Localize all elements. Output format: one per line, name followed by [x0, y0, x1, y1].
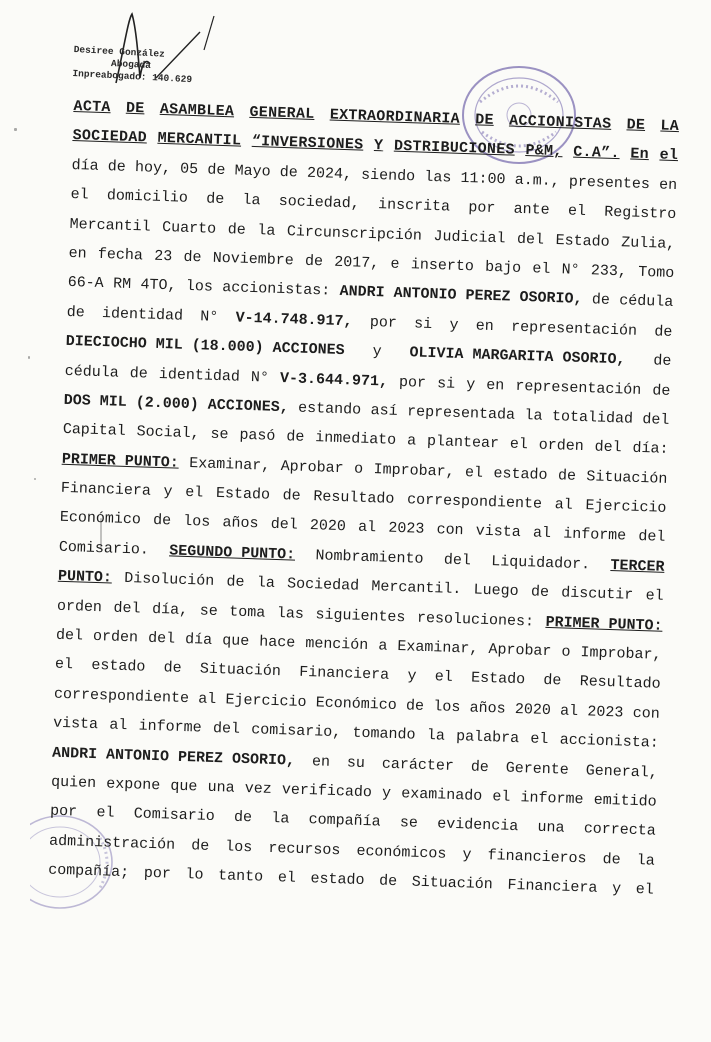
- document-word: el: [635, 881, 655, 899]
- document-word: de: [652, 381, 671, 400]
- document-word: de: [282, 487, 301, 505]
- document-word: DOS MIL (2.000) ACCIONES,: [63, 391, 289, 417]
- document-word: 2023: [388, 520, 425, 539]
- document-word: 2023: [587, 703, 624, 722]
- document-word: informe: [562, 525, 627, 546]
- document-word: los: [182, 513, 211, 532]
- document-word: la: [636, 851, 656, 870]
- document-word: representación: [510, 318, 638, 340]
- document-word: por: [49, 802, 78, 821]
- document-word: estado: [91, 657, 146, 677]
- document-word: del: [594, 438, 622, 457]
- document-word: los: [185, 278, 214, 297]
- document-word: hace: [258, 633, 296, 652]
- document-word: por: [398, 373, 427, 392]
- document-word: SEGUNDO PUNTO:: [168, 542, 296, 564]
- document-word: GENERAL: [249, 103, 315, 123]
- document-word: carácter: [381, 755, 455, 775]
- document-word: los: [225, 838, 253, 857]
- document-word: así: [370, 401, 398, 420]
- document-word: C.A”.: [572, 143, 621, 163]
- scan-speck: [14, 128, 17, 131]
- document-word: DSTRIBUCIONES: [393, 138, 516, 160]
- document-word: 4TO,: [140, 276, 177, 295]
- document-word: N°: [199, 308, 219, 326]
- document-word: TERCER: [610, 556, 665, 576]
- document-word: N°: [561, 261, 580, 279]
- document-word: pasó: [239, 426, 276, 446]
- document-word: Estado: [215, 485, 271, 504]
- document-word: de: [190, 837, 210, 855]
- document-word: Ejercicio: [585, 497, 667, 517]
- document-word: Liquidador.: [490, 552, 591, 574]
- document-word: una: [207, 778, 235, 797]
- document-word: día:: [632, 440, 669, 459]
- document-word: correcta: [583, 820, 657, 841]
- document-word: que: [170, 777, 198, 796]
- document-word: identidad: [101, 304, 184, 325]
- document-word: informe: [520, 789, 584, 809]
- document-word: Financiera: [298, 664, 390, 685]
- document-word: si: [436, 374, 456, 393]
- document-word: emitido: [593, 791, 657, 811]
- document-word: e: [390, 255, 400, 273]
- document-word: por: [468, 199, 496, 218]
- document-word: orden: [92, 627, 139, 647]
- document-word: sociedad,: [278, 193, 361, 213]
- document-word: DIECIOCHO MIL (18.000) ACCIONES: [65, 332, 345, 360]
- document-word: del: [270, 516, 298, 535]
- document-word: de: [233, 809, 253, 827]
- document-word: las: [424, 168, 452, 187]
- document-word: En: [630, 145, 650, 164]
- lawyer-inpreabogado: Inpreabogado: 140.629: [72, 67, 193, 86]
- document-word: el: [645, 587, 664, 606]
- document-word: estando: [297, 399, 362, 419]
- document-word: Estado: [470, 669, 526, 689]
- document-word: P&M,: [525, 142, 563, 161]
- document-word: siguientes: [315, 605, 406, 626]
- document-word: el: [567, 202, 587, 221]
- document-word: de: [207, 161, 226, 179]
- document-word: comisario,: [250, 721, 342, 742]
- document-word: una: [537, 819, 565, 838]
- document-word: ACCIONISTAS: [508, 112, 612, 133]
- document-word: del: [516, 230, 545, 249]
- document-word: DE: [125, 99, 145, 118]
- document-word: Situación: [411, 873, 494, 894]
- document-word: con: [436, 521, 464, 540]
- scan-speck: [28, 356, 30, 359]
- document-word: el: [434, 668, 454, 687]
- document-word: Capital: [62, 421, 127, 441]
- document-word: OLIVIA MARGARITA OSORIO,: [409, 344, 626, 369]
- document-word: ANDRI ANTONIO PEREZ OSORIO,: [51, 744, 296, 770]
- document-word: Luego: [473, 581, 519, 601]
- document-word: orden: [56, 597, 103, 616]
- document-word: las: [276, 604, 305, 623]
- document-word: DE: [626, 116, 646, 134]
- document-word: de: [653, 352, 672, 371]
- document-word: Estado: [555, 231, 610, 251]
- document-word: día,: [151, 600, 189, 619]
- document-word: al: [554, 496, 574, 514]
- document-word: accionista:: [559, 731, 659, 752]
- document-word: discutir: [560, 584, 634, 605]
- document-word: a: [378, 637, 388, 655]
- document-word: en: [68, 244, 87, 263]
- document-word: 2020: [309, 517, 347, 536]
- document-word: Mercantil.: [371, 578, 462, 599]
- document-word: del: [642, 410, 670, 429]
- document-word: V-3.644.971,: [279, 369, 389, 391]
- document-word: el: [96, 804, 115, 823]
- document-word: Nombramiento: [315, 547, 424, 568]
- document-word: presentes: [568, 173, 651, 193]
- document-word: de: [378, 872, 398, 891]
- document-word: correspondiente: [406, 491, 543, 513]
- document-word: de: [530, 583, 550, 602]
- document-word: Judicial: [433, 227, 506, 247]
- document-word: cédula: [618, 292, 674, 312]
- document-word: orden: [538, 436, 584, 456]
- document-word: y: [163, 483, 173, 501]
- document-word: el: [54, 656, 74, 674]
- document-word: Zulia,: [620, 233, 676, 253]
- document-word: Examinar,: [397, 638, 479, 658]
- document-word: por: [143, 864, 172, 883]
- document-word: Noviembre: [212, 249, 295, 270]
- document-word: Económico: [59, 509, 142, 529]
- document-word: en: [475, 317, 495, 335]
- document-word: ACTA: [73, 97, 111, 117]
- document-word: se: [399, 814, 419, 833]
- document-word: al: [109, 716, 128, 735]
- lawyer-title: Abogada: [110, 57, 152, 72]
- document-word: y: [465, 375, 476, 393]
- document-word: financieros: [487, 846, 587, 868]
- document-word: de: [129, 364, 149, 383]
- document-word: años: [469, 699, 506, 718]
- document-word: 23: [153, 247, 173, 266]
- document-word: Financiera: [507, 876, 598, 897]
- document-word: V-14.748.917,: [235, 309, 353, 331]
- document-word: el: [659, 146, 679, 165]
- document-word: el: [509, 435, 529, 454]
- document-word: del: [147, 629, 176, 648]
- document-word: PRIMER PUNTO:: [61, 450, 180, 472]
- document-word: 2017,: [334, 253, 380, 273]
- document-word: el: [464, 463, 484, 482]
- document-word: 66-A: [67, 274, 104, 293]
- document-word: representada: [406, 403, 516, 424]
- document-word: la: [426, 727, 446, 745]
- document-word: el: [530, 730, 549, 749]
- document-word: Económico: [315, 694, 398, 714]
- document-word: plantear: [426, 433, 500, 453]
- document-word: en: [658, 176, 678, 194]
- document-body: [48, 92, 680, 905]
- document-word: vez: [244, 780, 273, 798]
- document-word: Aprobar: [280, 457, 344, 477]
- document-word: inmediato: [314, 429, 397, 450]
- document-word: años: [222, 514, 259, 533]
- document-word: por: [369, 313, 398, 332]
- document-word: correspondiente: [53, 685, 190, 707]
- document-word: la: [256, 574, 276, 593]
- document-word: la: [271, 810, 290, 828]
- document-word: del: [113, 599, 141, 618]
- document-word: de: [543, 672, 562, 690]
- document-word: informe: [138, 717, 202, 737]
- document-word: del: [55, 626, 84, 645]
- document-word: verificado: [281, 781, 373, 802]
- document-word: en: [311, 752, 331, 771]
- document-word: se: [199, 602, 218, 620]
- document-word: o: [561, 643, 571, 661]
- document-word: identidad: [158, 365, 241, 386]
- document-word: Aprobar: [488, 641, 552, 661]
- document-word: 233,: [590, 262, 628, 281]
- document-word: expone: [105, 775, 161, 795]
- document-word: de: [557, 466, 577, 485]
- document-word: compañía: [308, 811, 381, 831]
- document-word: fecha: [97, 245, 144, 265]
- document-word: Resultado: [579, 673, 661, 694]
- document-word: el: [532, 260, 551, 278]
- document-word: de: [163, 659, 182, 678]
- document-word: y: [407, 667, 417, 686]
- document-word: Situación: [199, 660, 282, 681]
- document-word: tomando: [352, 724, 416, 744]
- document-word: evidencia: [436, 815, 519, 836]
- document-word: y: [372, 343, 382, 361]
- document-word: EXTRAORDINARIA: [329, 106, 461, 128]
- document-word: estado: [310, 870, 365, 890]
- document-word: de: [304, 252, 324, 271]
- document-word: siendo: [360, 166, 416, 186]
- document-word: recursos: [268, 839, 341, 860]
- document-word: 2024,: [306, 164, 353, 184]
- document-word: domicilio: [106, 187, 189, 208]
- document-word: hoy,: [134, 158, 172, 178]
- document-word: mención: [305, 635, 369, 655]
- document-word: de: [405, 697, 425, 715]
- document-word: vista: [475, 523, 522, 542]
- document-word: Ejercicio: [225, 691, 307, 711]
- document-word: ASAMBLEA: [159, 100, 235, 121]
- document-word: LA: [660, 117, 680, 136]
- document-word: Comisario: [133, 805, 215, 826]
- document-word: al: [532, 524, 552, 543]
- document-word: Circunscripción: [286, 222, 423, 245]
- document-word: con: [632, 704, 660, 723]
- document-word: del: [443, 551, 472, 570]
- document-word: de: [279, 163, 299, 182]
- document-word: de: [107, 157, 127, 176]
- document-word: ANDRI ANTONIO PEREZ OSORIO,: [339, 283, 583, 309]
- lawyer-stamp-block: [72, 44, 193, 86]
- document-word: inserto: [410, 256, 475, 276]
- document-word: tanto: [217, 867, 264, 886]
- document-word: toma: [229, 603, 266, 622]
- document-word: MERCANTIL: [157, 130, 242, 150]
- document-word: PUNTO:: [57, 567, 113, 587]
- document-word: quien: [50, 773, 97, 793]
- document-word: de: [227, 220, 247, 239]
- document-word: lo: [185, 866, 204, 884]
- scan-speck: [34, 478, 36, 480]
- document-word: y: [449, 316, 459, 334]
- document-word: estado: [493, 464, 548, 484]
- document-word: de: [183, 248, 202, 267]
- document-word: del: [212, 720, 241, 739]
- document-word: DE: [474, 111, 495, 129]
- document-word: Mercantil: [69, 215, 151, 236]
- document-word: ante: [513, 200, 550, 220]
- document-word: el: [492, 788, 511, 806]
- document-word: los: [433, 698, 461, 716]
- document-word: Registro: [603, 203, 677, 224]
- document-word: bajo: [484, 258, 522, 277]
- document-word: a.m.,: [514, 171, 561, 190]
- document-word: de: [66, 303, 85, 322]
- document-word: Gerente: [505, 759, 570, 779]
- document-word: que: [221, 632, 250, 651]
- document-word: Mayo: [234, 162, 271, 181]
- document-word: representación: [515, 377, 642, 399]
- document-word: vista: [52, 714, 99, 734]
- document-word: el: [70, 186, 89, 204]
- document-word: y: [381, 784, 392, 802]
- document-word: al: [197, 690, 217, 708]
- document-word: del: [638, 528, 666, 547]
- document-word: N°: [250, 368, 270, 387]
- document-word: Examinar,: [188, 454, 271, 475]
- document-word: Financiera: [60, 479, 152, 500]
- document-word: de: [205, 190, 225, 209]
- document-word: de: [286, 428, 305, 447]
- document-word: General,: [585, 761, 658, 782]
- document-word: la: [257, 221, 276, 240]
- document-word: de: [470, 758, 490, 776]
- document-word: Tomo: [637, 263, 675, 282]
- document-word: en: [486, 376, 505, 394]
- document-word: PRIMER PUNTO:: [545, 613, 663, 635]
- document-word: Y: [373, 137, 384, 155]
- document-word: examinado: [400, 785, 483, 805]
- document-word: a: [406, 432, 417, 450]
- document-word: Sociedad: [286, 575, 360, 595]
- document-word: de: [591, 291, 611, 310]
- document-word: al: [559, 702, 579, 720]
- document-word: RM: [112, 275, 132, 294]
- document-word: y: [611, 880, 622, 898]
- document-word: totalidad: [551, 407, 634, 428]
- document-word: Improbar,: [373, 460, 455, 481]
- document-word: se: [210, 426, 229, 444]
- document-word: al: [357, 519, 377, 537]
- document-word: la: [242, 191, 261, 210]
- document-word: cédula: [64, 362, 120, 382]
- document-word: económicos: [356, 842, 447, 863]
- document-word: Disolución: [123, 570, 215, 591]
- lawyer-name: Desiree González: [73, 44, 166, 60]
- document-word: 05: [179, 160, 199, 178]
- document-word: día: [71, 156, 99, 175]
- document-word: compañía;: [47, 861, 130, 882]
- document-word: si: [413, 315, 433, 333]
- document-word: inscrita: [377, 196, 451, 216]
- document-word: de: [152, 512, 172, 530]
- document-word: de: [654, 323, 673, 341]
- document-word: Social,: [136, 423, 200, 443]
- document-word: la: [524, 407, 543, 425]
- document-word: de: [226, 573, 245, 592]
- document-word: “INVERSIONES: [251, 133, 364, 155]
- document-word: 11:00: [460, 169, 506, 189]
- document-word: Improbar,: [580, 644, 662, 664]
- document-word: Comisario.: [58, 538, 150, 559]
- document-word: Cuarto: [161, 218, 217, 238]
- document-word: 2020: [514, 700, 552, 719]
- document-word: administración: [48, 832, 176, 854]
- document-word: o: [353, 460, 364, 478]
- document-word: accionistas:: [221, 279, 331, 300]
- document-word: SOCIEDAD: [72, 127, 148, 147]
- document-word: y: [462, 846, 472, 864]
- document-word: de: [602, 850, 621, 869]
- document-word: su: [346, 754, 366, 772]
- document-word: día: [184, 631, 213, 649]
- document-word: Resultado: [313, 488, 395, 508]
- document-word: palabra: [455, 728, 520, 748]
- document-word: el: [277, 869, 297, 887]
- document-word: Situación: [586, 467, 668, 488]
- document-word: el: [184, 483, 204, 502]
- document-word: resoluciones:: [416, 609, 535, 631]
